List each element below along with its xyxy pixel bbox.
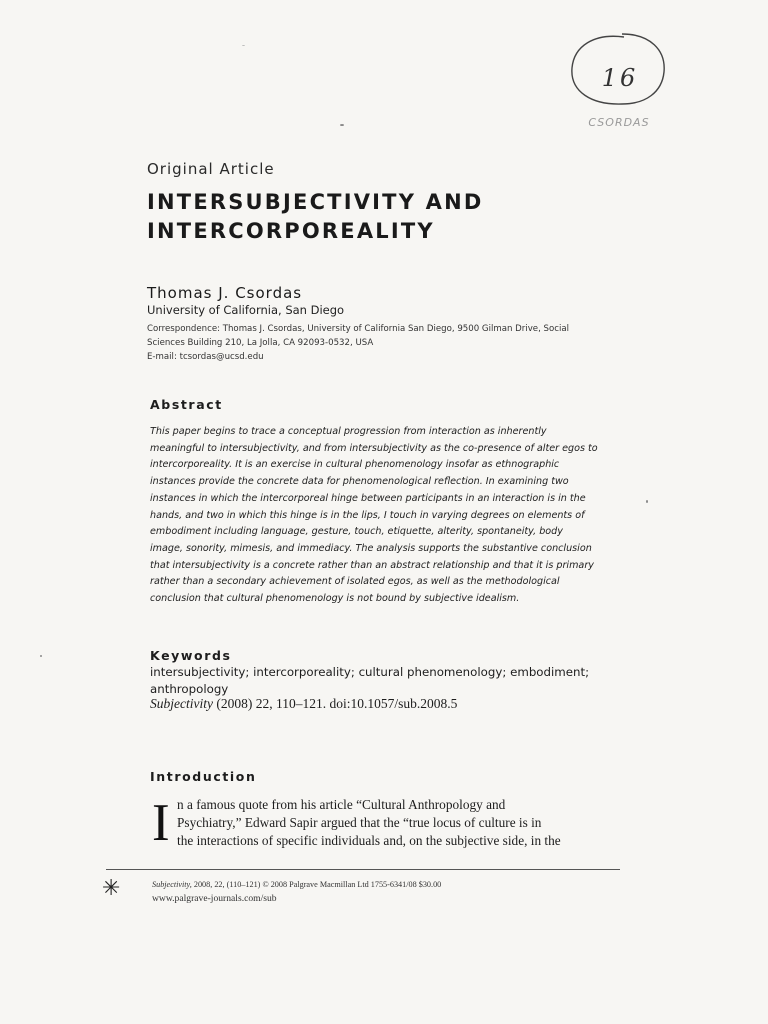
handwritten-name: CSORDAS xyxy=(588,116,650,129)
article-type: Original Article xyxy=(147,160,275,178)
keywords-heading: Keywords xyxy=(150,648,232,663)
correspondence-line: Correspondence: Thomas J. Csordas, University of California San Diego, 9500 Gilman Drive, Social xyxy=(147,324,570,334)
abstract-line: instances in which the intercorporeal hinge between participants in an interaction is in the xyxy=(150,492,586,504)
introduction-heading: Introduction xyxy=(150,769,257,784)
footer-details: 2008, 22, (110–121) © 2008 Palgrave Macmillan Ltd 1755-6341/08 $30.00 xyxy=(191,880,442,889)
intro-line: Psychiatry,” Edward Sapir argued that the “true locus of culture is in xyxy=(177,815,542,830)
abstract-text xyxy=(150,424,614,608)
palgrave-star-logo-icon: ✳ xyxy=(102,876,121,901)
scan-speck xyxy=(40,655,42,657)
correspondence-block xyxy=(147,322,617,364)
email-address[interactable]: E-mail: tcsordas@ucsd.edu xyxy=(147,352,264,362)
introduction-text xyxy=(177,796,619,850)
author-name: Thomas J. Csordas xyxy=(147,284,303,302)
abstract-line: intercorporeality. It is an exercise in cultural phenomenology insofar as ethnographic xyxy=(150,459,560,471)
correspondence-line: Sciences Building 210, La Jolla, CA 92093-0532, USA xyxy=(147,338,374,348)
abstract-line: hands, and two in which this hinge is in the lips, I touch in varying degrees on elements of xyxy=(150,509,585,521)
abstract-line: conclusion that cultural phenomenology is not bound by subjective idealism. xyxy=(150,593,520,605)
intro-line: the interactions of specific individuals and, on the subjective side, in the xyxy=(177,833,561,848)
footer-journal: Subjectivity, xyxy=(152,880,192,889)
article-title xyxy=(147,188,627,246)
author-affiliation: University of California, San Diego xyxy=(147,303,345,317)
footer-divider xyxy=(106,869,620,870)
scan-speck xyxy=(646,500,648,503)
abstract-line: that intersubjectivity is a concrete rather than an abstract relationship and that it is primary xyxy=(150,559,594,571)
scan-speck xyxy=(242,45,245,46)
title-line: INTERCORPOREALITY xyxy=(147,219,435,243)
abstract-line: image, sonority, mimesis, and immediacy. The analysis supports the substantive conclusion xyxy=(150,542,592,554)
scan-speck xyxy=(340,124,344,126)
keywords-line: intersubjectivity; intercorporeality; cultural phenomenology; embodiment; xyxy=(150,665,590,679)
abstract-line: This paper begins to trace a conceptual progression from interaction as inherently xyxy=(150,426,547,437)
abstract-line: instances provide the concrete data for phenomenological reflection. In examining two xyxy=(150,476,569,488)
abstract-heading: Abstract xyxy=(150,397,223,412)
handwritten-number: 16 xyxy=(601,64,639,92)
abstract-line: embodiment including language, gesture, touch, etiquette, alterity, spontaneity, body xyxy=(150,526,563,538)
footer-publication-info xyxy=(152,880,441,889)
abstract-line: meaningful to intersubjectivity, and from intersubjectivity as the co-presence of alter egos to xyxy=(150,442,598,454)
abstract-line: rather than a secondary achievement of isolated egos, as well as the methodological xyxy=(150,576,560,588)
keywords-line: anthropology xyxy=(150,682,229,696)
citation-journal: Subjectivity xyxy=(150,696,213,711)
citation-details: (2008) 22, 110–121. doi:10.1057/sub.2008.5 xyxy=(212,696,458,711)
intro-line: n a famous quote from his article “Cultural Anthropology and xyxy=(177,797,506,812)
citation xyxy=(150,696,457,712)
footer-url[interactable]: www.palgrave-journals.com/sub xyxy=(152,893,277,904)
handwritten-annotation xyxy=(562,28,672,128)
keywords-list xyxy=(150,664,616,698)
title-line: INTERSUBJECTIVITY AND xyxy=(147,190,484,214)
drop-cap: I xyxy=(152,794,170,852)
